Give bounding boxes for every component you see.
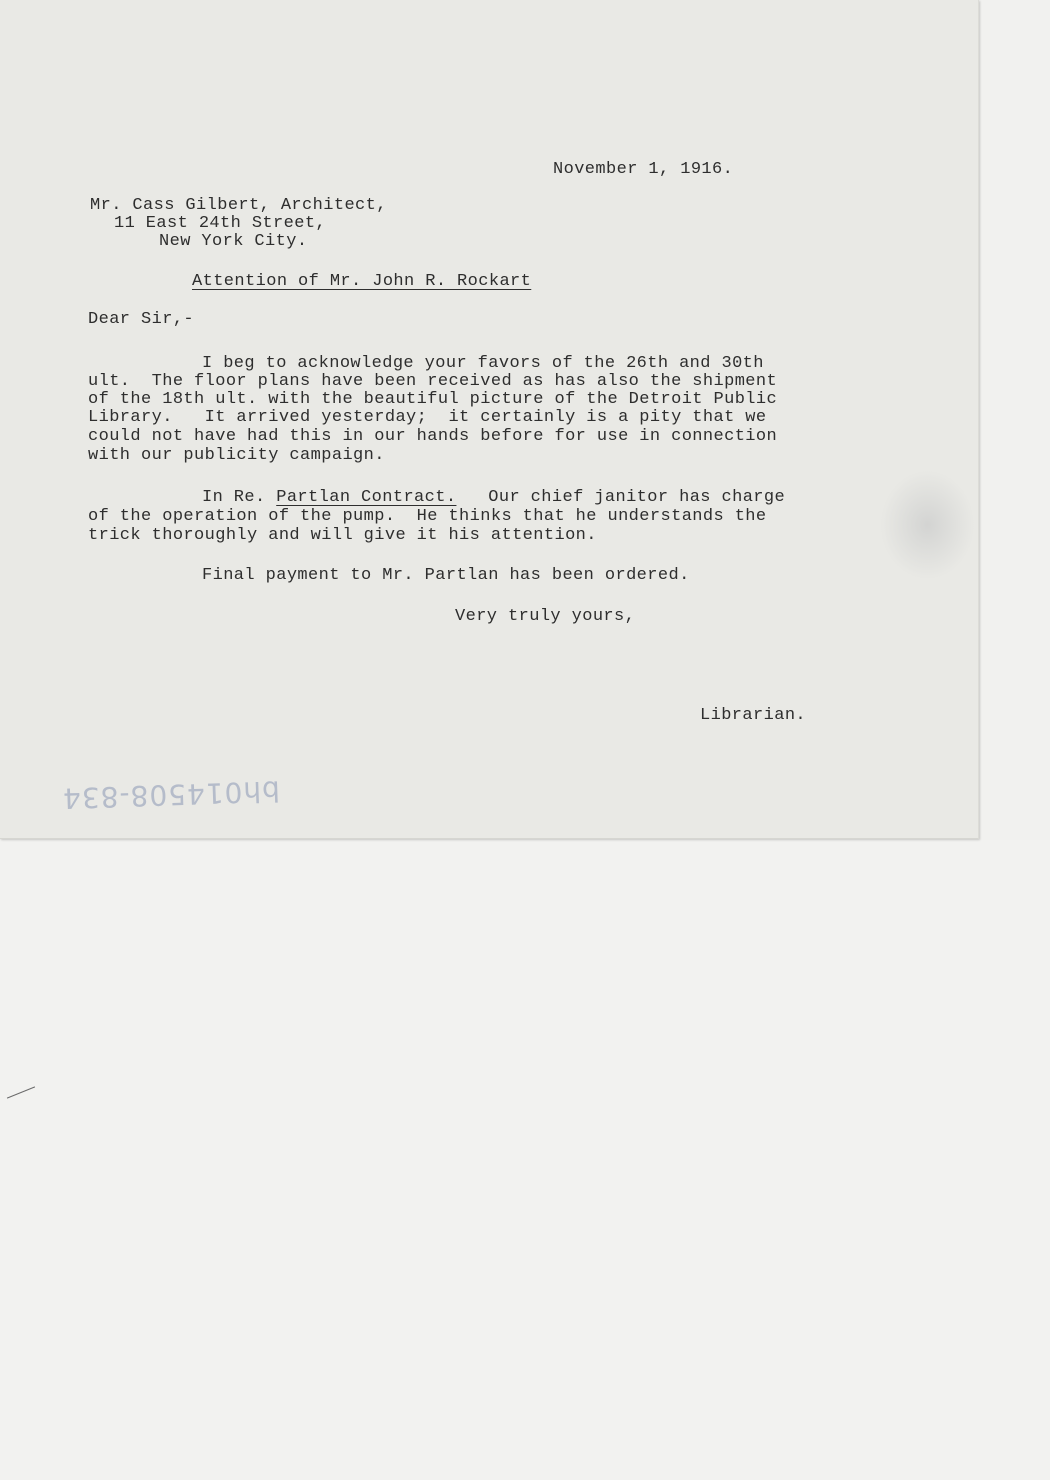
smudge-mark xyxy=(880,470,975,580)
body-line: ult. The floor plans have been received as has also the shipment xyxy=(88,372,778,391)
body-line: of the 18th ult. with the beautiful picture of the Detroit Public xyxy=(88,390,778,409)
address-line: New York City. xyxy=(159,232,308,251)
salutation: Dear Sir,- xyxy=(88,310,195,329)
letter-date: November 1, 1916. xyxy=(553,160,734,179)
partlan-contract-heading: Partlan Contract. xyxy=(276,488,457,507)
body-line: Library. It arrived yesterday; it certainly is a pity that we xyxy=(88,408,767,427)
attention-line: Attention of Mr. John R. Rockart xyxy=(192,272,532,291)
body-line: could not have had this in our hands before for use in connection xyxy=(88,427,778,446)
body-line: I beg to acknowledge your favors of the 26th and 30th xyxy=(202,354,764,373)
address-line: 11 East 24th Street, xyxy=(114,214,327,233)
background-surface xyxy=(0,840,1050,1480)
body-line: of the operation of the pump. He thinks that he understands the xyxy=(88,507,767,526)
address-line: Mr. Cass Gilbert, Architect, xyxy=(90,196,387,215)
body-line: with our publicity campaign. xyxy=(88,446,385,465)
signature-title: Librarian. xyxy=(700,706,807,725)
archive-stamp: bh014508-834 xyxy=(61,774,281,815)
body-line: Final payment to Mr. Partlan has been ordered. xyxy=(202,566,690,585)
body-line-rest: Our chief janitor has charge xyxy=(456,488,786,507)
closing: Very truly yours, xyxy=(455,607,636,626)
re-lead: In Re. xyxy=(202,488,277,507)
body-line: trick thoroughly and will give it his attention. xyxy=(88,526,597,545)
body-line xyxy=(202,488,785,508)
